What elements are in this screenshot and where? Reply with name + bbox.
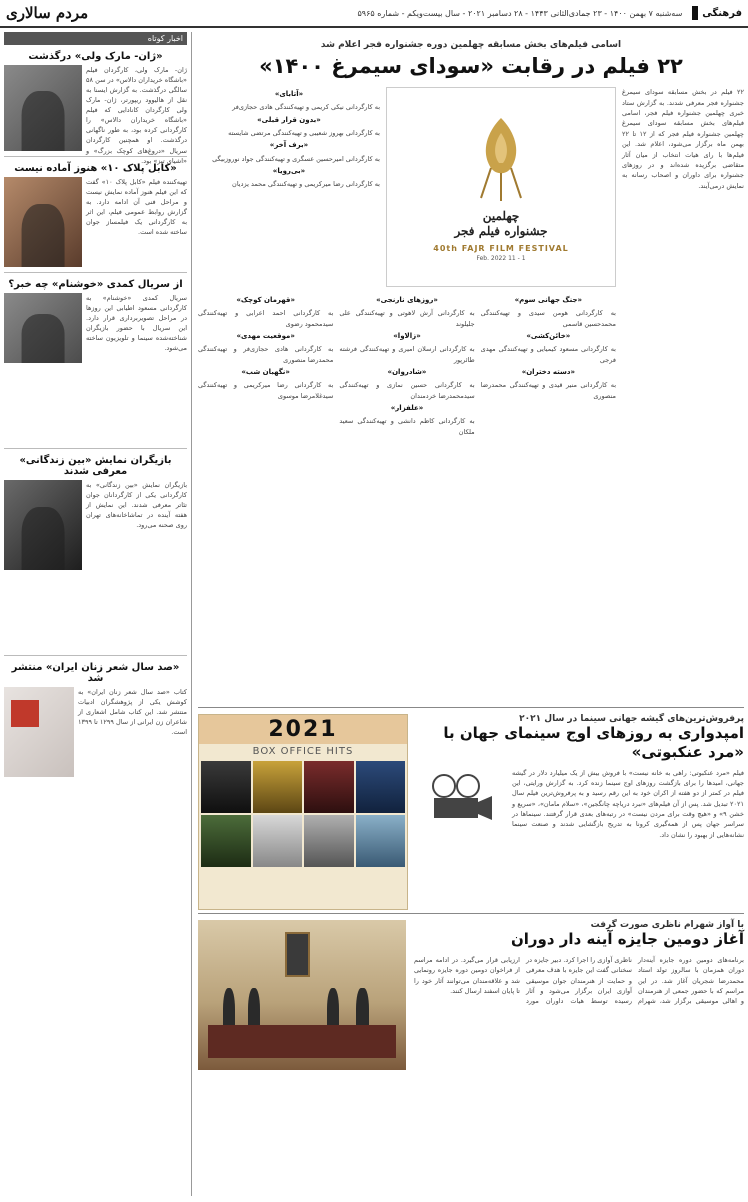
movie-poster	[253, 815, 303, 867]
ceremony-photo	[198, 920, 406, 1070]
side-item-title: «کابل پلاک ۱۰» هنوز آماده نیست	[14, 163, 177, 174]
film-credit: به کارگردانی رضا میرکریمی و تهیه‌کنندگی سیدغلامرضا موسوی	[198, 381, 334, 400]
lead-films-col-b	[481, 293, 616, 677]
film-credit: به کارگردانی رضا میرکریمی و تهیه‌کنندگی محمد یزدیان	[232, 180, 380, 189]
film-title: «برف آخر»	[269, 141, 309, 150]
poster-dates: 1 - 11 Feb. 2022	[476, 254, 526, 262]
movie-poster	[304, 815, 354, 867]
section-tag	[692, 6, 742, 20]
second-body-side	[416, 826, 506, 916]
film-title: «آتابای»	[274, 90, 304, 99]
film-credit: به کارگردانی کاظم دانشی و تهیه‌کنندگی سعید ملکان	[339, 417, 475, 436]
lead-films-col-a	[198, 87, 380, 287]
main-content	[198, 32, 744, 1196]
series-set-photo	[4, 293, 82, 363]
box-office-graphic	[198, 714, 408, 910]
side-item-title: از سریال کمدی «خوشنام» چه خبر؟	[8, 279, 183, 290]
section-label: فرهنگی	[702, 7, 742, 19]
book-cover	[4, 687, 74, 777]
award-article	[198, 914, 744, 1202]
side-item-book	[4, 662, 187, 822]
side-item-text: تهیه‌کننده فیلم «کابل پلاک ۱۰» گفت که این فیلم هنوز آماده نمایش نیست و مراحل فنی آن ادامه دارد. به گزارش روابط عمومی فیلم، این اثر به کارگردانی یک فیلمساز جوان ساخته شده است.	[86, 178, 188, 237]
lead-article	[198, 40, 744, 708]
film-title: «شادروان»	[387, 368, 427, 377]
side-item-series	[4, 279, 187, 449]
box-office-year: 2021	[199, 715, 407, 744]
second-headline: امپدواری به روزهای اوج سینمای جهان با «مرد عنکبوتی»	[443, 724, 744, 761]
movie-poster	[201, 815, 251, 867]
poster-title-fa-2: جشنواره فیلم فجر	[454, 224, 548, 239]
film-credit: به کارگردانی هومن سیدی و تهیه‌کنندگی محمدحسین قاسمی	[480, 309, 616, 328]
side-item-title: «ژان- مارک ولی» درگذشت	[28, 51, 163, 62]
film-still-photo	[4, 177, 82, 267]
lead-intro-text: ۲۲ فیلم در بخش مسابقه سودای سیمرغ جشنواره فجر معرفی شدند. به گزارش ستاد خبری چهلمین جشنواره فیلم فجر، اسامی فیلم‌های بخش مسابقه سودای سیمرغ چهلمین جشنواره فیلم فجر که از ۱۲ تا ۲۲ بهمن ماه برگزار می‌شود، اعلام شد. این فیلم‌ها با رای هیات انتخاب از میان آثار متقاضی برگزیده شده‌اند و در روزهای جشنواره برای داوران و اصحاب رسانه به نمایش درمی‌آیند.	[622, 88, 744, 190]
film-credit: به کارگردانی آرش لاهوتی و تهیه‌کنندگی علی جلیلوند	[339, 309, 475, 328]
lead-films-col-c	[339, 293, 474, 677]
lead-headline: ۲۲ فیلم در رقابت «سودای سیمرغ ۱۴۰۰»	[259, 54, 683, 78]
movie-poster	[201, 761, 251, 813]
theater-photo	[4, 480, 82, 570]
third-body-text: برنامه‌های دومین دوره جایزه آینه‌دار دوران همزمان با سالروز تولد استاد محمدرضا شجریان آغاز شد. در این مراسم که با حضور جمعی از هنرمندان و اهالی موسیقی برگزار شد، شهرام ناظری آوازی را اجرا کرد. دبیر جایزه در سخنانی گفت این جایزه با هدف معرفی و حمایت از هنرمندان جوان موسیقی آوازی ایران برگزار می‌شود و آثار رسیده توسط هیات داوران مورد ارزیابی قرار می‌گیرد. در ادامه مراسم از فراخوان دومین دوره جایزه رونمایی شد و علاقه‌مندان می‌توانند آثار خود را تا پایان اسفند ارسال کنند.	[414, 955, 744, 1006]
dateline: سه‌شنبه ۷ بهمن ۱۴۰۰ - ۲۳ جمادی‌الثانی ۱۴۴۳ - ۲۸ دسامبر ۲۰۲۱ - سال بیست‌ویکم - شماره ۵۹۶۵	[357, 8, 683, 18]
simorgh-bird-icon	[466, 113, 536, 203]
side-item-title: بازیگران نمایش «بین زندگانی» معرفی شدند	[19, 455, 172, 477]
sidebar-header: اخبار کوتاه	[4, 32, 187, 45]
side-item-obituary	[4, 51, 187, 165]
second-body-text: فیلم «مرد عنکبوتی: راهی به خانه نیست» با فروش بیش از یک میلیارد دلار در گیشه جهانی، امیدها را برای بازگشت روزهای اوج سینما زنده کرد. به گزارش ورایتی، این فیلم در کمتر از دو هفته از اکران خود به این رقم رسید و به پرفروش‌ترین فیلم سال ۲۰۲۱ تبدیل شد. پس از آن فیلم‌های «نبرد دریاچه چانگجین»، «سلام مامان»، «سریع و خشن ۹» و «هیچ وقت برای مردن نیست» در رتبه‌های بعدی قرار گرفتند. سینماها در سراسر جهان پس از همه‌گیری کرونا به تدریج بازگشایی شدند و صنعت سینما نشانه‌هایی از بهبود را نشان داد.	[512, 768, 744, 839]
third-kicker: با آواز شهرام ناظری صورت گرفت	[590, 920, 744, 930]
newspaper-logo: مردم سالاری	[6, 4, 89, 22]
film-title: «بی‌رویا»	[272, 166, 306, 175]
side-item-text: سریال کمدی «خوشنام» به کارگردانی مسعود اطیابی این روزها در مراحل تصویربرداری قرار دارد. این سریال با حضور بازیگران شناخته‌شده سینما و تلویزیون ساخته می‌شود.	[86, 294, 187, 353]
film-title: «خائن‌کشی»	[526, 332, 571, 341]
poster-title-fa-1: چهلمین	[482, 208, 520, 223]
sidebar-news	[4, 32, 192, 1196]
film-credit: به کارگردانی ارسلان امیری و تهیه‌کنندگی فرشته طائرپور	[339, 345, 475, 364]
poster-title-en: 40th FAJR FILM FESTIVAL	[433, 243, 569, 253]
film-credit: به کارگردانی نیکی کریمی و تهیه‌کنندگی هادی حجازی‌فر	[232, 103, 380, 112]
movie-poster	[356, 761, 406, 813]
side-item-text: کتاب «صد سال شعر زنان ایران» به کوشش یکی از پژوهشگران ادبیات منتشر شد. این کتاب شامل اشعاری از شاعران زن ایرانی از سال ۱۲۹۹ تا ۱۳۹۹ است.	[78, 688, 188, 737]
film-credit: به کارگردانی هادی حجازی‌فر و تهیه‌کنندگی محمدرضا منصوری	[198, 345, 334, 364]
side-item-theater	[4, 455, 187, 656]
film-title: «موقعیت مهدی»	[236, 332, 295, 341]
film-credit: به کارگردانی مسعود کیمیایی و تهیه‌کنندگی مهدی فرجی	[480, 345, 616, 364]
film-credit: به کارگردانی امیرحسین عسگری و تهیه‌کنندگی جواد نوروزبیگی	[212, 154, 380, 163]
side-item-text: ژان- مارک ولی، کارگردان فیلم «باشگاه خریداران دالاس» در سن ۵۸ سالگی درگذشت. به گزارش ایسنا به نقل از هالیوود ریپورتر، ژان- مارک ولی کارگردان کانادایی که فیلم «باشگاه خریداران دالاس» را کارگردانی کرده بود، به طور ناگهانی درگذشت. او همچنین کارگردان سریال «دروغ‌های کوچک بزرگ» و «اشیای تیز» بود.	[86, 66, 187, 165]
film-title: «بدون قرار قبلی»	[257, 115, 321, 124]
movie-poster-grid	[199, 759, 407, 869]
festival-poster	[386, 87, 616, 287]
film-title: «زالاوا»	[393, 332, 421, 341]
movie-poster	[304, 761, 354, 813]
third-body-continued	[198, 1076, 406, 1202]
lead-kicker: اسامی فیلم‌های بخش مسابقه چهلمین دوره جشنواره فجر اعلام شد	[320, 40, 622, 50]
director-photo	[4, 65, 82, 151]
film-credit: به کارگردانی حسین نمازی و تهیه‌کنندگی سیدمحمدرضا خردمندان	[339, 381, 475, 400]
side-item-kabul	[4, 163, 187, 273]
film-title: «نگهبان شب»	[241, 368, 290, 377]
film-title: «جنگ جهانی سوم»	[514, 296, 583, 305]
lead-films-col-d	[198, 293, 333, 677]
film-credit: به کارگردانی منیر قیدی و تهیه‌کنندگی محمدرضا منصوری	[480, 381, 616, 400]
third-headline: آغاز دومین جایزه آینه دار دوران	[510, 930, 744, 948]
film-title: «دسته دختران»	[521, 368, 575, 377]
film-title: «علفزار»	[390, 404, 424, 413]
film-credit: به کارگردانی بهروز شعیبی و تهیه‌کنندگی مرتضی شایسته	[228, 128, 380, 137]
movie-poster	[253, 761, 303, 813]
masthead	[0, 0, 748, 28]
section-bar-icon	[692, 6, 698, 20]
side-item-text: بازیگران نمایش «بین زندگانی» به کارگردانی یکی از کارگردانان جوان تئاتر معرفی شدند. این نمایش از هفته آینده در تماشاخانه‌های تهران روی صحنه می‌رود.	[86, 481, 187, 530]
movie-poster	[356, 815, 406, 867]
box-office-label: BOX OFFICE HITS	[252, 746, 354, 757]
film-camera-icon	[426, 772, 496, 822]
film-credit: به کارگردانی احمد اعرابی و تهیه‌کنندگی سیدمحمود رضوی	[198, 309, 334, 328]
second-kicker: پرفروش‌ترین‌های گیشه جهانی سینما در سال ۲۰۲۱	[519, 714, 744, 724]
side-item-title: «صد سال شعر زنان ایران» منتشر شد	[11, 662, 180, 684]
box-office-article	[198, 708, 744, 914]
film-title: «قهرمان کوچک»	[236, 296, 295, 305]
film-title: «روزهای نارنجی»	[376, 296, 438, 305]
